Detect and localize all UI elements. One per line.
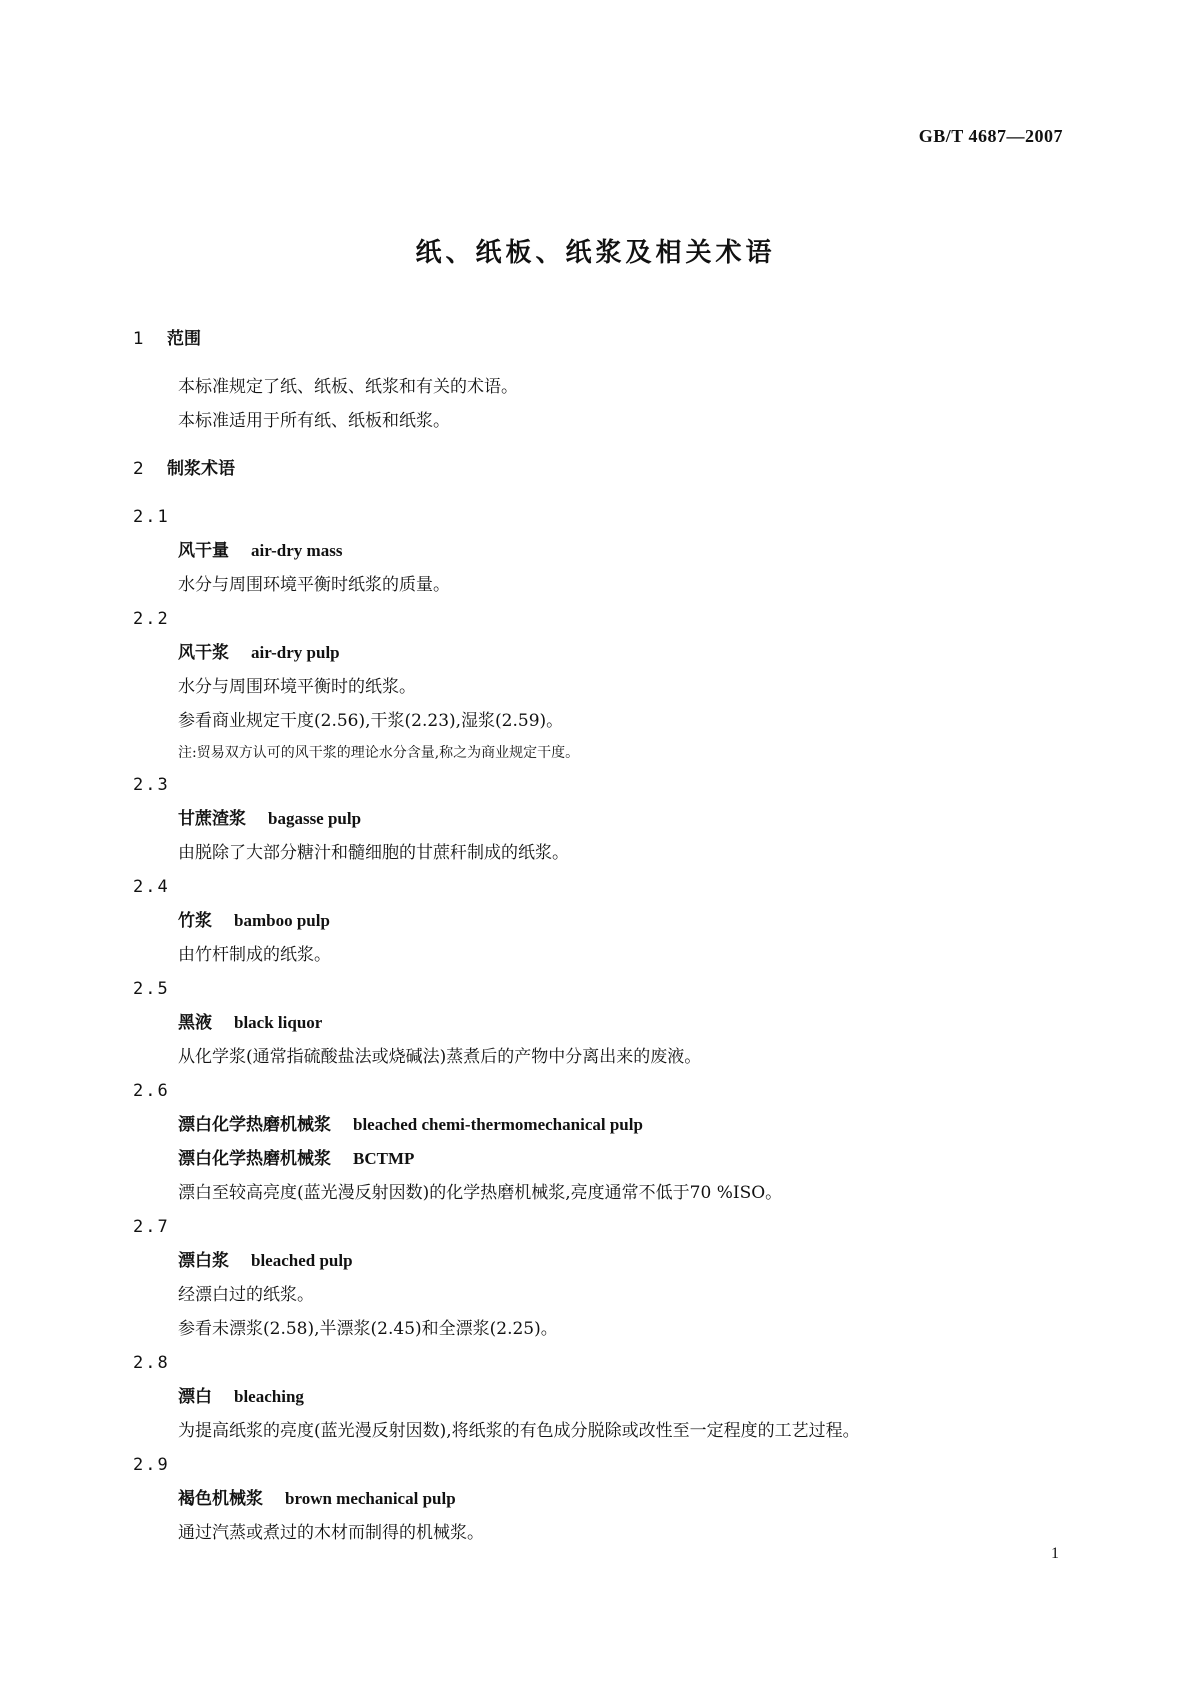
section-number: 1 xyxy=(133,329,144,349)
entry-number: 2.4 xyxy=(133,877,170,897)
term-definition: 漂白至较高亮度(蓝光漫反射因数)的化学热磨机械浆,亮度通常不低于70 %ISO。 xyxy=(178,1183,783,1203)
entry-number: 2.7 xyxy=(133,1217,170,1237)
term-note: 注:贸易双方认可的风干浆的理论水分含量,称之为商业规定干度。 xyxy=(178,745,580,761)
term-definition: 水分与周围环境平衡时的纸浆。 xyxy=(178,677,416,697)
term-line xyxy=(178,802,1063,836)
section-title: 范围 xyxy=(167,329,201,349)
term-line-abbreviation xyxy=(178,1142,1063,1176)
term-chinese: 风干浆 xyxy=(178,643,229,663)
term-chinese: 甘蔗渣浆 xyxy=(178,809,246,829)
term-chinese: 漂白浆 xyxy=(178,1251,229,1271)
term-line xyxy=(178,1108,1063,1142)
term-english: bagasse pulp xyxy=(268,809,362,828)
term-line xyxy=(178,1380,1063,1414)
term-definition: 通过汽蒸或煮过的木材而制得的机械浆。 xyxy=(178,1523,484,1543)
term-definition: 为提高纸浆的亮度(蓝光漫反射因数),将纸浆的有色成分脱除或改性至一定程度的工艺过程。 xyxy=(178,1421,860,1441)
term-line xyxy=(178,1006,1063,1040)
entry-number: 2.5 xyxy=(133,979,170,999)
term-line xyxy=(178,636,1063,670)
term-chinese: 漂白化学热磨机械浆 xyxy=(178,1149,331,1169)
scope-paragraph: 本标准规定了纸、纸板、纸浆和有关的术语。 xyxy=(178,377,518,397)
entry-number: 2.1 xyxy=(133,507,170,527)
entry-number: 2.3 xyxy=(133,775,170,795)
term-chinese: 黑液 xyxy=(178,1013,212,1033)
term-english: black liquor xyxy=(234,1013,323,1032)
entry-number: 2.6 xyxy=(133,1081,170,1101)
term-definition: 由脱除了大部分糖汁和髓细胞的甘蔗秆制成的纸浆。 xyxy=(178,843,569,863)
term-definition: 从化学浆(通常指硫酸盐法或烧碱法)蒸煮后的产物中分离出来的废液。 xyxy=(178,1047,702,1067)
term-see-also: 参看未漂浆(2.58),半漂浆(2.45)和全漂浆(2.25)。 xyxy=(178,1319,558,1339)
term-english: bleaching xyxy=(234,1387,304,1406)
section-number: 2 xyxy=(133,459,144,479)
term-chinese: 漂白 xyxy=(178,1387,212,1407)
term-english: bleached chemi-thermomechanical pulp xyxy=(353,1115,643,1134)
entry-number: 2.2 xyxy=(133,609,170,629)
entry-number: 2.9 xyxy=(133,1455,170,1475)
term-english: brown mechanical pulp xyxy=(285,1489,456,1508)
term-chinese: 褐色机械浆 xyxy=(178,1489,263,1509)
term-english: bleached pulp xyxy=(251,1251,353,1270)
term-chinese: 漂白化学热磨机械浆 xyxy=(178,1115,331,1135)
term-english: bamboo pulp xyxy=(234,911,330,930)
term-chinese: 竹浆 xyxy=(178,911,212,931)
section-heading-scope xyxy=(133,324,1063,354)
section-title: 制浆术语 xyxy=(167,459,235,479)
term-line xyxy=(178,1482,1063,1516)
term-see-also: 参看商业规定干度(2.56),干浆(2.23),湿浆(2.59)。 xyxy=(178,711,564,731)
term-line xyxy=(178,1244,1063,1278)
term-english: air-dry mass xyxy=(251,541,343,560)
term-abbreviation: BCTMP xyxy=(353,1149,415,1168)
term-definition: 水分与周围环境平衡时纸浆的质量。 xyxy=(178,575,450,595)
term-chinese: 风干量 xyxy=(178,541,229,561)
scope-paragraph: 本标准适用于所有纸、纸板和纸浆。 xyxy=(178,411,450,431)
standard-code: GB/T 4687—2007 xyxy=(918,126,1063,146)
entry-number: 2.8 xyxy=(133,1353,170,1373)
term-line xyxy=(178,904,1063,938)
term-definition: 由竹杆制成的纸浆。 xyxy=(178,945,331,965)
document-body xyxy=(133,324,1063,1550)
page-number: 1 xyxy=(1051,1545,1059,1562)
term-definition: 经漂白过的纸浆。 xyxy=(178,1285,314,1305)
section-heading-pulping-terms xyxy=(133,454,1063,484)
term-english: air-dry pulp xyxy=(251,643,340,662)
term-line xyxy=(178,534,1063,568)
document-title: 纸、纸板、纸浆及相关术语 xyxy=(415,238,776,268)
